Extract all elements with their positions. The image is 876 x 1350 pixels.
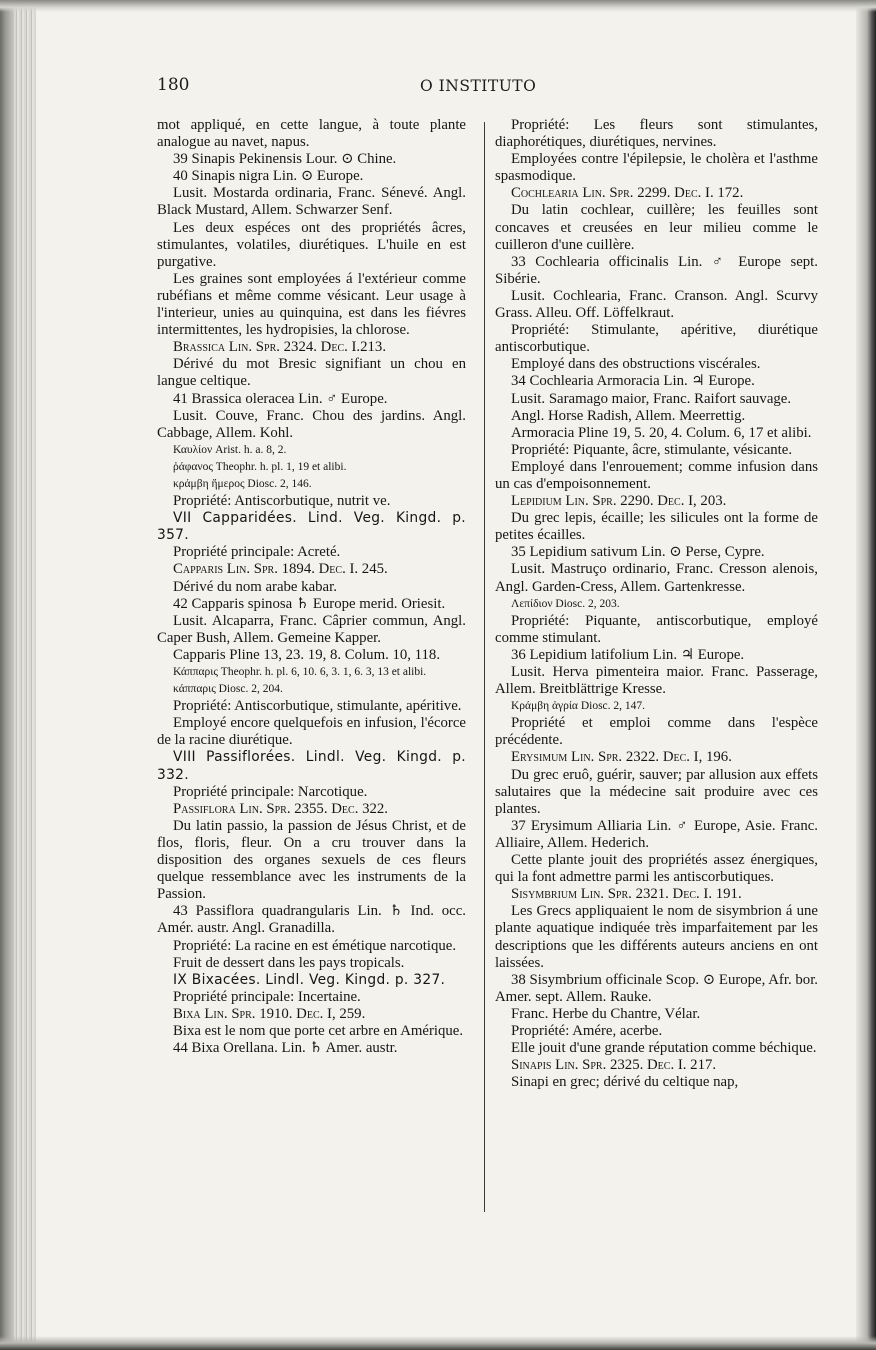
vernacular-names: Lusit. Cochlearia, Franc. Cranson. Angl. Scurvy Grass. Alleu. Off. Löffelkraut. [495,287,818,322]
paragraph: Dérivé du mot Bresic signifiant un chou en langue celtique. [157,356,466,390]
greek-reference: κράμβη ἥμερος Diosc. 2, 146. [173,477,312,490]
genus-heading: Cochlearia Lin. Spr. 2299. Dec. I. 172. [511,185,744,202]
species-entry: 44 Bixa Orellana. Lin. ♄ Amer. austr. [173,1040,398,1057]
paragraph: Du latin passio, la passion de Jésus Christ, et de flos, floris, fleur. On a cru trouver dans la disposition des organes sexuels de ces fleurs quelque ressemblance avec les instruments de la Passion. [157,817,466,903]
genus-heading: Passiflora Lin. Spr. 2355. Dec. 322. [173,800,388,817]
binding-edge [0,0,14,1350]
paragraph: Employées contre l'épilepsie, le cholèra et l'asthme spasmodique. [495,151,818,185]
top-page-edge [0,0,876,12]
property-line: Propriété et emploi comme dans l'espèce précédente. [495,715,818,749]
paragraph: Employé dans des obstructions viscérales. [511,356,761,373]
species-entry: 42 Capparis spinosa ♄ Europe merid. Oriesit. [173,595,446,612]
greek-reference: Λεπίδιον Diosc. 2, 203. [511,597,620,610]
paragraph: Du grec lepis, écaille; les silicules ont la forme de petites écailles. [495,510,818,544]
species-entry: 36 Lepidium latifolium Lin. ♃ Europe. [511,646,745,663]
property-line: Propriété: Les fleurs sont stimulantes, diaphorétiques, diurétiques, nervines. [495,117,818,151]
running-title: O INSTITUTO [420,77,537,95]
paragraph: Bixa est le nom que porte cet arbre en Amérique. [173,1022,464,1039]
right-page-edge [856,0,876,1350]
species-entry: 37 Erysimum Alliaria Lin. ♂ Europe, Asie. Franc. Alliaire, Allem. Hederich. [495,817,818,851]
page-number: 180 [157,75,190,95]
family-heading: IX Bixacées. Lindl. Veg. Kingd. p. 327. [173,971,446,988]
column-divider [484,122,485,1212]
paragraph: Les Grecs appliquaient le nom de sisymbrion á une plante aquatique indiquée très imparfaitement par les descriptions que les différents auteurs anciens en ont laissées. [495,903,818,971]
genus-heading: Sisymbrium Lin. Spr. 2321. Dec. I. 191. [511,886,742,903]
paragraph: Dérivé du nom arabe kabar. [173,578,337,595]
genus-heading: Bixa Lin. Spr. 1910. Dec. I, 259. [173,1005,366,1022]
property-line: Propriété: Antiscorbutique, nutrit ve. [173,493,391,510]
greek-reference: ῥάφανος Theophr. h. pl. 1, 19 et alibi. [173,460,347,473]
bottom-page-edge [0,1336,876,1350]
right-column [495,117,818,1091]
paragraph: Employé dans l'enrouement; comme infusion dans un cas d'empoisonnement. [495,458,818,492]
genus-heading: Lepidium Lin. Spr. 2290. Dec. I, 203. [511,493,727,510]
species-entry: 39 Sinapis Pekinensis Lour. ⊙ Chine. [173,151,397,168]
species-entry: 43 Passiflora quadrangularis Lin. ♄ Ind. occ. Amér. austr. Angl. Granadilla. [157,903,466,937]
paragraph: Les graines sont employées á l'extérieur comme rubéfians et même comme vésicant. Leur usage à l'interieur, unies au quinquina, est dans les fiévres intermittentes, les hydropisies, la chlorose. [157,270,466,339]
species-entry: 41 Brassica oleracea Lin. ♂ Europe. [173,390,388,407]
vernacular-names: Lusit. Saramago maior, Franc. Raifort sauvage. [511,390,792,407]
vernacular-names: Lusit. Mastruço ordinario, Franc. Cresson alenois, Angl. Garden-Cress, Allem. Gartenkresse. [495,561,818,595]
paragraph: Elle jouit d'une grande réputation comme béchique. [511,1040,817,1057]
property-line: Propriété: Stimulante, apéritive, diurétique antiscorbutique. [495,322,818,356]
vernacular-names: Lusit. Couve, Franc. Chou des jardins. Angl. Cabbage, Allem. Kohl. [157,407,466,441]
greek-reference: Κάππαρις Theophr. h. pl. 6, 10. 6, 3. 1, 6. 3, 13 et alibi. [173,666,427,678]
property-line: Propriété principale: Acreté. [173,544,341,561]
species-entry: 38 Sisymbrium officinale Scop. ⊙ Europe, Afr. bor. Amer. sept. Allem. Rauke. [495,971,818,1005]
vernacular-names: Franc. Herbe du Chantre, Vélar. [511,1005,701,1022]
paragraph: Du grec eruô, guérir, sauver; par allusion aux effets salutaires que la médecine sait produire avec ces plantes. [495,766,818,817]
paragraph: Les deux espéces ont des propriétés âcres, stimulantes, volatiles, diurétiques. L'huile en est purgative. [157,219,466,270]
property-line: Propriété: Amére, acerbe. [511,1022,663,1039]
greek-reference: Κράμβη ἀγρία Diosc. 2, 147. [511,700,646,713]
paragraph: Du latin cochlear, cuillère; les feuilles sont concaves et creusées en leur milieu comme le cuilleron d'une cuillère. [495,202,818,253]
species-entry: 34 Cochlearia Armoracia Lin. ♃ Europe. [511,373,755,390]
paragraph: Cette plante jouit des propriétés assez énergiques, qui la font admettre parmi les antiscorbutiques. [495,852,818,886]
property-line: Propriété principale: Narcotique. [173,783,368,800]
property-line: Propriété: La racine en est émétique narcotique. [173,937,457,954]
paragraph: Employé encore quelquefois en infusion, l'écorce de la racine diurétique. [157,715,466,749]
species-entry: 35 Lepidium sativum Lin. ⊙ Perse, Cypre. [511,544,765,561]
greek-reference: κάππαρις Diosc. 2, 204. [173,683,283,696]
family-heading: VII Capparidées. Lind. Veg. Kingd. p. 357. [157,510,466,544]
property-line: Propriété principale: Incertaine. [173,988,361,1005]
paragraph: Sinapi en grec; dérivé du celtique nap, [511,1074,739,1091]
genus-heading: Erysimum Lin. Spr. 2322. Dec. I, 196. [511,749,732,766]
species-entry: 40 Sinapis nigra Lin. ⊙ Europe. [173,168,364,185]
page-stack-edge [14,0,36,1350]
left-column [157,117,466,1057]
vernacular-names: Lusit. Herva pimenteira maior. Franc. Passerage, Allem. Breitblättrige Kresse. [495,664,818,698]
classical-reference: Armoracia Pline 19, 5. 20, 4. Colum. 6, 17 et alibi. [511,424,812,441]
paragraph: Fruit de dessert dans les pays tropicals. [173,954,405,971]
family-heading: VIII Passiflorées. Lindl. Veg. Kingd. p. 332. [157,749,466,783]
property-line: Propriété: Piquante, antiscorbutique, employé comme stimulant. [495,612,818,646]
genus-heading: Capparis Lin. Spr. 1894. Dec. I. 245. [173,561,388,578]
vernacular-names: Lusit. Mostarda ordinaria, Franc. Sénevé. Angl. Black Mustard, Allem. Schwarzer Senf. [157,185,466,219]
species-entry: 33 Cochlearia officinalis Lin. ♂ Europe sept. Sibérie. [495,253,818,287]
vernacular-names: Lusit. Alcaparra, Franc. Câprier commun, Angl. Caper Bush, Allem. Gemeine Kapper. [157,612,466,646]
paragraph: mot appliqué, en cette langue, à toute plante analogue au navet, napus. [157,117,466,151]
property-line: Propriété: Piquante, âcre, stimulante, vésicante. [511,441,793,458]
vernacular-names: Angl. Horse Radish, Allem. Meerrettig. [511,407,746,424]
greek-reference: Καυλίον Arist. h. a. 8, 2. [173,443,287,456]
genus-heading: Brassica Lin. Spr. 2324. Dec. I.213. [173,339,387,356]
genus-heading: Sinapis Lin. Spr. 2325. Dec. I. 217. [511,1057,717,1074]
property-line: Propriété: Antiscorbutique, stimulante, apéritive. [173,698,462,715]
classical-reference: Capparis Pline 13, 23. 19, 8. Colum. 10, 118. [173,646,441,663]
